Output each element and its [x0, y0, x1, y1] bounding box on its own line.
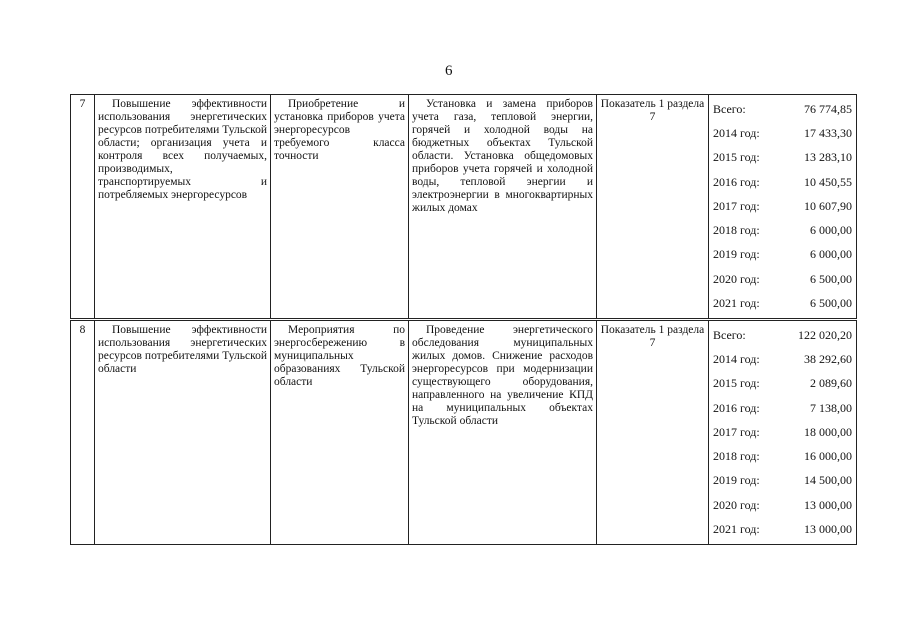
funding-year-label: Всего: [713, 327, 746, 342]
funding-year-label: 2018 год: [713, 223, 760, 238]
funding-amount: 6 500,00 [810, 271, 852, 286]
activity-description: Установка и замена приборов учета газа, тепловой энергии, горячей и холодной воды на бюджетных объектах Тульской области. Установка общедомовых приборов учета горячей и холодной воды, тепловой энергии и электроэнергии в многоквартирных жилых домах [409, 95, 597, 319]
funding-row [713, 396, 852, 420]
funding-amount: 2 089,60 [810, 376, 852, 391]
funding-row [713, 170, 852, 194]
funding-amount: 6 000,00 [810, 223, 852, 238]
funding-amount: 10 450,55 [804, 174, 852, 189]
funding-amount: 14 500,00 [804, 473, 852, 488]
row-number: 8 [71, 321, 95, 545]
funding-row [713, 146, 852, 170]
funding-amount: 6 500,00 [810, 296, 852, 311]
activity-name: Повышение эффективности использования энергетических ресурсов потребителями Тульской области [95, 321, 271, 545]
funding-row [713, 493, 852, 517]
funding-row [713, 194, 852, 218]
funding-cell [709, 95, 857, 319]
funding-year-label: 2014 год: [713, 351, 760, 366]
funding-year-label: 2018 год: [713, 449, 760, 464]
activity-event: Мероприятия по энергосбережению в муниципальных образованиях Тульской области [271, 321, 409, 545]
funding-row [713, 243, 852, 267]
funding-year-label: 2015 год: [713, 150, 760, 165]
funding-row [713, 444, 852, 468]
funding-amount: 38 292,60 [804, 351, 852, 366]
funding-row [713, 420, 852, 444]
funding-amount: 17 433,30 [804, 125, 852, 140]
funding-amount: 122 020,20 [798, 327, 852, 342]
funding-row [713, 218, 852, 242]
funding-amount: 13 283,10 [804, 150, 852, 165]
table-row [71, 95, 857, 319]
funding-list [713, 323, 852, 542]
page-number: 6 [445, 63, 453, 79]
funding-year-label: Всего: [713, 101, 746, 116]
funding-list [713, 97, 852, 316]
funding-amount: 18 000,00 [804, 424, 852, 439]
funding-year-label: 2021 год: [713, 296, 760, 311]
funding-amount: 16 000,00 [804, 449, 852, 464]
table-row [71, 321, 857, 545]
funding-amount: 7 138,00 [810, 400, 852, 415]
funding-year-label: 2016 год: [713, 174, 760, 189]
funding-row [713, 267, 852, 291]
funding-amount: 10 607,90 [804, 198, 852, 213]
funding-year-label: 2015 год: [713, 376, 760, 391]
funding-year-label: 2017 год: [713, 198, 760, 213]
funding-amount: 76 774,85 [804, 101, 852, 116]
funding-amount: 13 000,00 [804, 497, 852, 512]
funding-year-label: 2014 год: [713, 125, 760, 140]
funding-row [713, 97, 852, 121]
funding-row [713, 347, 852, 371]
funding-row [713, 291, 852, 315]
funding-amount: 6 000,00 [810, 247, 852, 262]
funding-row [713, 469, 852, 493]
funding-year-label: 2017 год: [713, 424, 760, 439]
indicator: Показатель 1 раздела 7 [597, 321, 709, 545]
indicator: Показатель 1 раздела 7 [597, 95, 709, 319]
activity-event: Приобретение и установка приборов учета энергоресурсов требуемого класса точности [271, 95, 409, 319]
funding-row [713, 121, 852, 145]
funding-year-label: 2020 год: [713, 271, 760, 286]
funding-year-label: 2021 год: [713, 522, 760, 537]
activity-name: Повышение эффективности использования энергетических ресурсов потребителями Тульской области; организация учета и контроля всех получаемых, производимых, транспортируемых и потребляемых энергоресурсов [95, 95, 271, 319]
program-table-row-8 [70, 320, 857, 545]
funding-cell [709, 321, 857, 545]
program-table-row-7 [70, 94, 857, 319]
funding-year-label: 2019 год: [713, 247, 760, 262]
funding-row [713, 372, 852, 396]
funding-row [713, 323, 852, 347]
funding-year-label: 2020 год: [713, 497, 760, 512]
funding-row [713, 517, 852, 541]
activity-description: Проведение энергетического обследования муниципальных жилых домов. Снижение расходов энергоресурсов при модернизации существующего оборудования, направленного на увеличение КПД на муниципальных объектах Тульской области [409, 321, 597, 545]
row-number: 7 [71, 95, 95, 319]
funding-year-label: 2019 год: [713, 473, 760, 488]
funding-amount: 13 000,00 [804, 522, 852, 537]
funding-year-label: 2016 год: [713, 400, 760, 415]
